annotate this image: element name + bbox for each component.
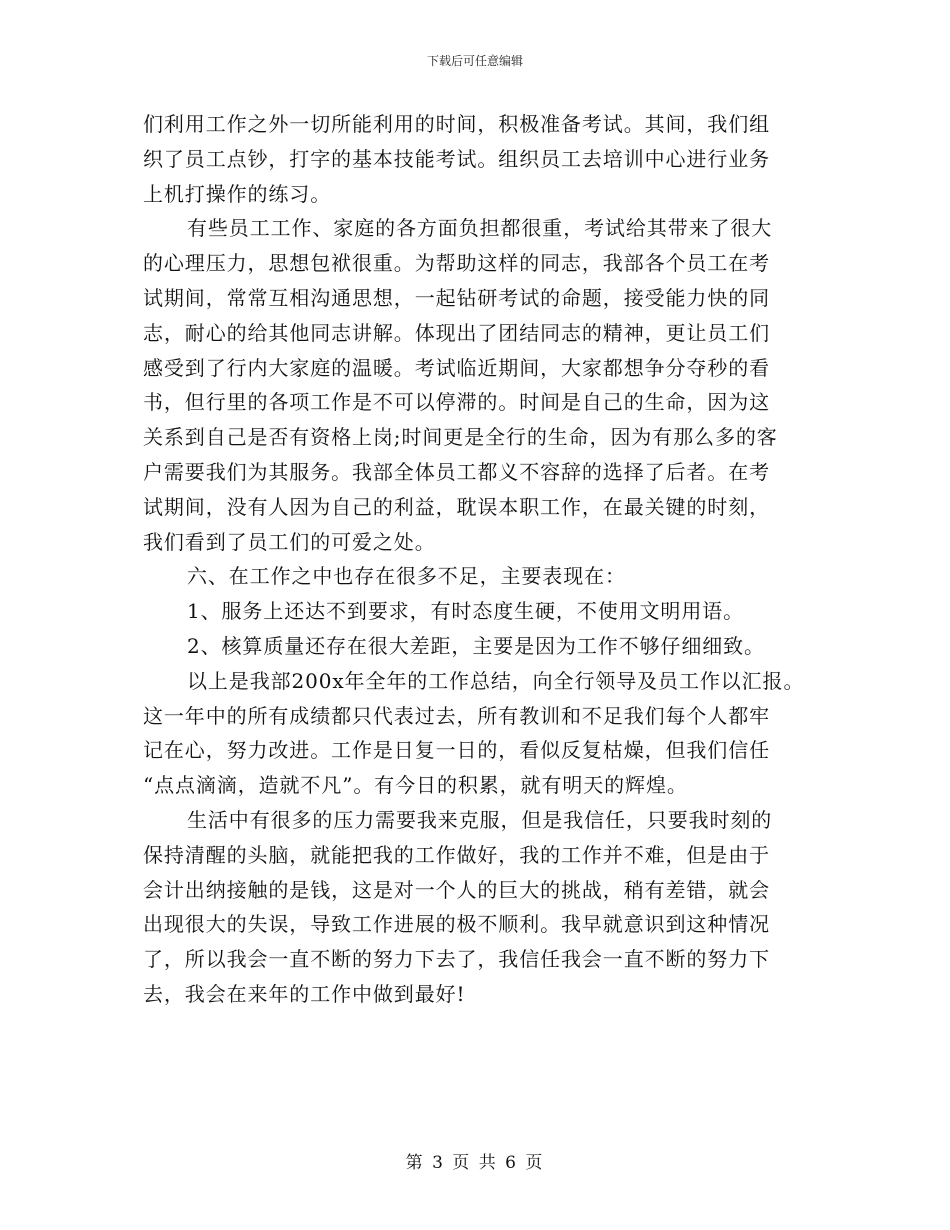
text-line: 织了员工点钞，打字的基本技能考试。组织员工去培训中心进行业务 bbox=[143, 146, 770, 171]
text-line: 出现很大的失误，导致工作进展的极不顺利。我早就意识到这种情况 bbox=[143, 912, 770, 937]
text-line: 2、核算质量还存在很大差距，主要是因为工作不够仔细细致。 bbox=[187, 633, 765, 658]
text-line: “点点滴滴，造就不凡”。有今日的积累，就有明天的辉煌。 bbox=[143, 773, 688, 798]
text-line: 有些员工工作、家庭的各方面负担都很重，考试给其带来了很大 bbox=[187, 216, 773, 241]
page-footer: 第 3 页 共 6 页 bbox=[405, 1153, 545, 1173]
text-line: 户需要我们为其服务。我部全体员工都义不容辞的选择了后者。在考 bbox=[143, 459, 770, 484]
text-line: 记在心，努力改进。工作是日复一日的，看似反复枯燥，但我们信任 bbox=[143, 738, 770, 763]
document-body bbox=[143, 107, 823, 1012]
text-line: 试期间，常常互相沟通思想，一起钻研考试的命题，接受能力快的同 bbox=[143, 285, 770, 310]
text-line: 关系到自己是否有资格上岗;时间更是全行的生命，因为有那么多的客 bbox=[143, 425, 778, 450]
text-line: 的心理压力，思想包袱很重。为帮助这样的同志，我部各个员工在考 bbox=[143, 251, 770, 276]
page-header: 下载后可任意编辑 bbox=[426, 54, 523, 68]
text-line: 会计出纳接触的是钱，这是对一个人的巨大的挑战，稍有差错，就会 bbox=[143, 877, 770, 902]
text-line: 们利用工作之外一切所能利用的时间，积极准备考试。其间，我们组 bbox=[143, 112, 770, 136]
text-line: 试期间，没有人因为自己的利益，耽误本职工作，在最关键的时刻， bbox=[143, 494, 770, 519]
text-line: 志，耐心的给其他同志讲解。体现出了团结同志的精神，更让员工们 bbox=[143, 320, 770, 345]
text-line: 保持清醒的头脑，就能把我的工作做好，我的工作并不难，但是由于 bbox=[143, 842, 770, 867]
text-line: 上机打操作的练习。 bbox=[143, 181, 332, 206]
text-line: 我们看到了员工们的可爱之处。 bbox=[143, 529, 436, 554]
text-line: 六、在工作之中也存在很多不足，主要表现在： bbox=[187, 564, 626, 589]
text-line: 去，我会在来年的工作中做到最好! bbox=[143, 981, 466, 1006]
text-line: 1、服务上还达不到要求，有时态度生硬，不使用文明用语。 bbox=[187, 599, 745, 624]
text-line: 以上是我部200x年全年的工作总结，向全行领导及员工作以汇报。 bbox=[187, 668, 805, 693]
text-line: 感受到了行内大家庭的温暖。考试临近期间，大家都想争分夺秒的看 bbox=[143, 355, 770, 380]
text-line: 生活中有很多的压力需要我来克服，但是我信任，只要我时刻的 bbox=[187, 807, 773, 832]
text-line: 书，但行里的各项工作是不可以停滞的。时间是自己的生命，因为这 bbox=[143, 390, 770, 415]
text-line: 了，所以我会一直不断的努力下去了，我信任我会一直不断的努力下 bbox=[143, 947, 770, 972]
text-line: 这一年中的所有成绩都只代表过去，所有教训和不足我们每个人都牢 bbox=[143, 703, 770, 728]
